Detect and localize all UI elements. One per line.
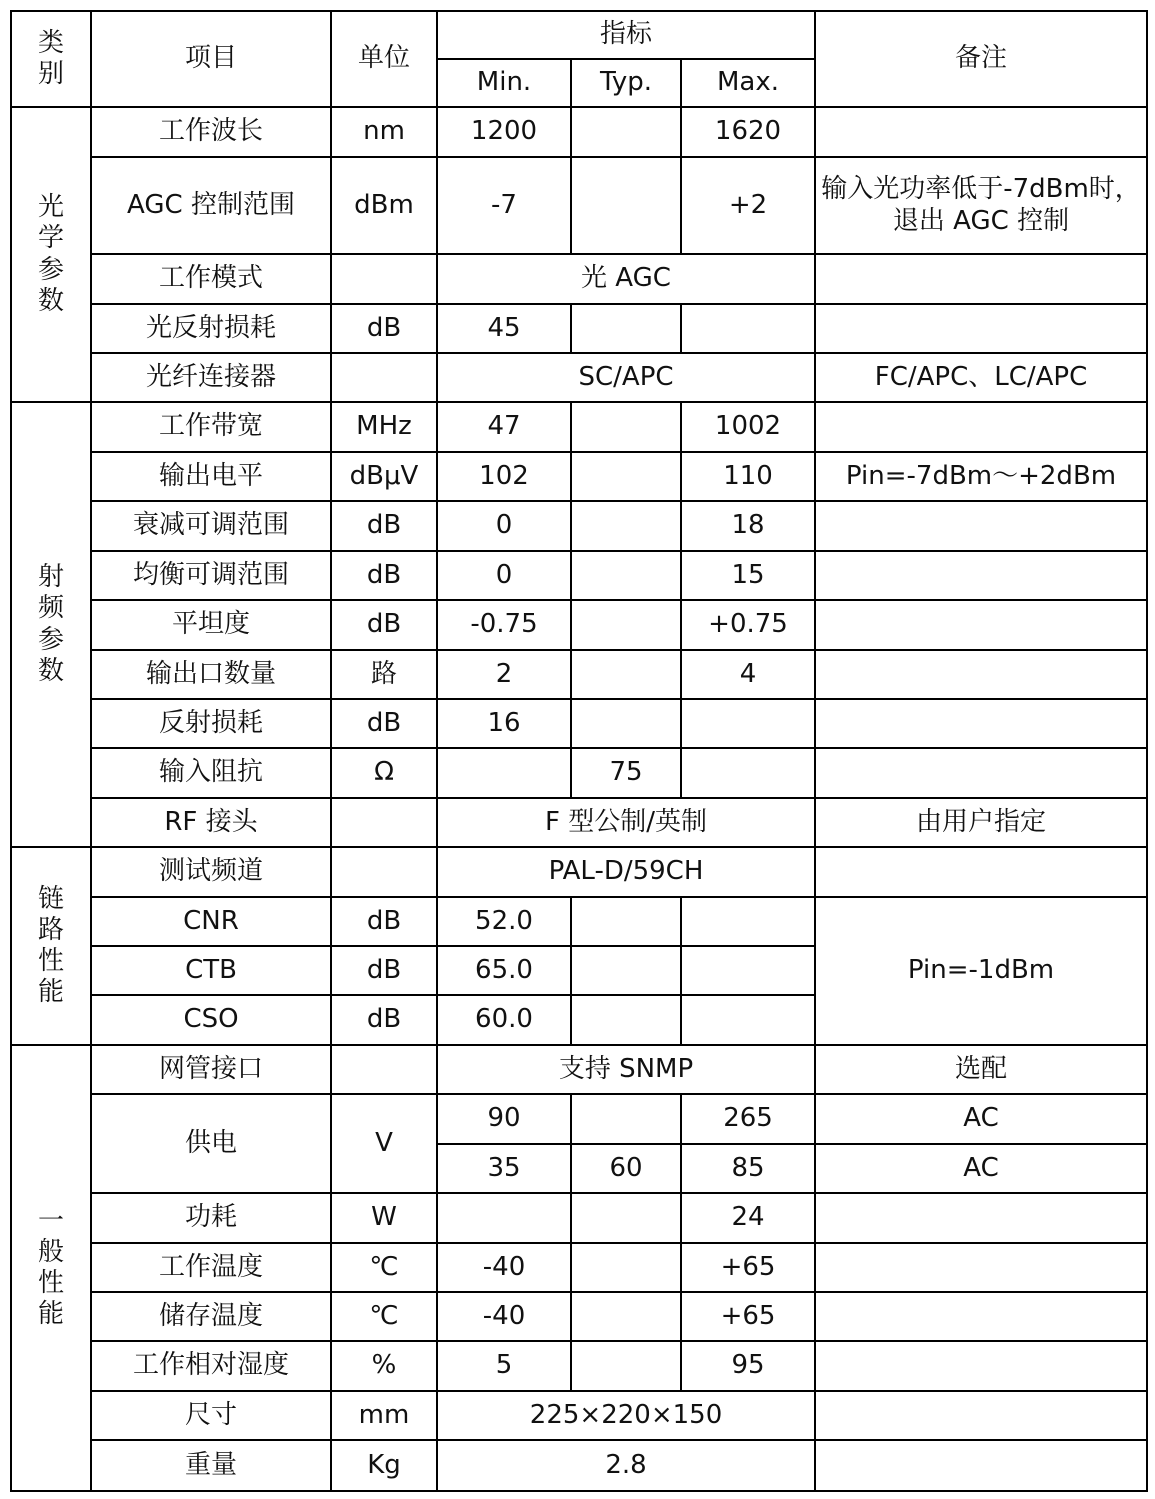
item-cell: 重量: [91, 1440, 331, 1491]
min-cell: 52.0: [437, 897, 571, 946]
note-cell: [815, 1391, 1147, 1440]
typ-cell: [571, 157, 681, 254]
unit-cell: dB: [331, 946, 437, 995]
table-row: [11, 1045, 1147, 1094]
value-cell: 2.8: [437, 1440, 815, 1491]
min-cell: 1200: [437, 107, 571, 157]
min-cell: 60.0: [437, 995, 571, 1045]
table-row: [11, 254, 1147, 304]
min-cell: 16: [437, 699, 571, 748]
max-cell: 265: [681, 1094, 815, 1144]
item-cell: 光反射损耗: [91, 304, 331, 353]
note-cell: 由用户指定: [815, 798, 1147, 847]
item-cell: 工作带宽: [91, 402, 331, 452]
header-min: Min.: [437, 59, 571, 107]
unit-cell: dB: [331, 501, 437, 551]
max-cell: +0.75: [681, 600, 815, 650]
unit-cell: nm: [331, 107, 437, 157]
table-row: [11, 897, 1147, 946]
table-row: [11, 501, 1147, 551]
min-cell: -40: [437, 1292, 571, 1341]
typ-cell: [571, 1193, 681, 1243]
table-row: [11, 402, 1147, 452]
unit-cell: dB: [331, 304, 437, 353]
note-cell: [815, 254, 1147, 304]
min-cell: 45: [437, 304, 571, 353]
item-cell: 网管接口: [91, 1045, 331, 1094]
note-cell: [815, 402, 1147, 452]
item-cell: 工作波长: [91, 107, 331, 157]
note-cell: 选配: [815, 1045, 1147, 1094]
max-cell: 15: [681, 551, 815, 600]
typ-cell: [571, 650, 681, 699]
value-cell: SC/APC: [437, 353, 815, 402]
max-cell: +2: [681, 157, 815, 254]
item-cell: 输入阻抗: [91, 748, 331, 798]
unit-cell: Ω: [331, 748, 437, 798]
max-cell: 1002: [681, 402, 815, 452]
value-cell: PAL-D/59CH: [437, 847, 815, 897]
unit-cell: dB: [331, 699, 437, 748]
header-row: [11, 11, 1147, 59]
typ-cell: [571, 551, 681, 600]
typ-cell: [571, 1292, 681, 1341]
item-cell: CNR: [91, 897, 331, 946]
note-cell: [815, 304, 1147, 353]
note-cell: [815, 501, 1147, 551]
min-cell: -0.75: [437, 600, 571, 650]
min-cell: 0: [437, 501, 571, 551]
header-item: 项目: [91, 11, 331, 107]
note-cell: [815, 107, 1147, 157]
min-cell: 102: [437, 452, 571, 501]
header-typ: Typ.: [571, 59, 681, 107]
unit-cell: [331, 254, 437, 304]
item-cell: 功耗: [91, 1193, 331, 1243]
unit-cell: W: [331, 1193, 437, 1243]
table-row: [11, 1391, 1147, 1440]
typ-cell: 75: [571, 748, 681, 798]
min-cell: 47: [437, 402, 571, 452]
max-cell: +65: [681, 1243, 815, 1292]
unit-cell: dB: [331, 897, 437, 946]
item-cell: 工作模式: [91, 254, 331, 304]
item-cell: 储存温度: [91, 1292, 331, 1341]
table-row: [11, 847, 1147, 897]
unit-cell: [331, 798, 437, 847]
note-cell: FC/APC、LC/APC: [815, 353, 1147, 402]
note-cell: [815, 1440, 1147, 1491]
min-cell: 35: [437, 1144, 571, 1193]
max-cell: 4: [681, 650, 815, 699]
unit-cell: dBm: [331, 157, 437, 254]
note-cell: [815, 650, 1147, 699]
table-row: [11, 748, 1147, 798]
min-cell: 65.0: [437, 946, 571, 995]
unit-cell: 路: [331, 650, 437, 699]
table-row: [11, 650, 1147, 699]
typ-cell: [571, 304, 681, 353]
table-row: [11, 304, 1147, 353]
typ-cell: [571, 1243, 681, 1292]
table-row: [11, 1341, 1147, 1391]
table-row: [11, 798, 1147, 847]
unit-cell: [331, 353, 437, 402]
item-cell: 均衡可调范围: [91, 551, 331, 600]
item-cell: 尺寸: [91, 1391, 331, 1440]
max-cell: +65: [681, 1292, 815, 1341]
note-cell: [815, 1243, 1147, 1292]
note-cell: 输入光功率低于-7dBm时，退出 AGC 控制: [815, 157, 1147, 254]
item-cell: 工作相对湿度: [91, 1341, 331, 1391]
max-cell: 110: [681, 452, 815, 501]
header-unit: 单位: [331, 11, 437, 107]
table-row: [11, 107, 1147, 157]
unit-cell: mm: [331, 1391, 437, 1440]
note-cell: [815, 1341, 1147, 1391]
min-cell: -40: [437, 1243, 571, 1292]
max-cell: 95: [681, 1341, 815, 1391]
unit-cell: dBμV: [331, 452, 437, 501]
unit-cell: %: [331, 1341, 437, 1391]
note-cell: [815, 748, 1147, 798]
value-cell: F 型公制/英制: [437, 798, 815, 847]
table-row: [11, 1243, 1147, 1292]
header-max: Max.: [681, 59, 815, 107]
unit-cell: Kg: [331, 1440, 437, 1491]
category-general: 一般性能: [11, 1045, 91, 1491]
table-row: [11, 452, 1147, 501]
value-cell: 光 AGC: [437, 254, 815, 304]
typ-cell: [571, 699, 681, 748]
item-cell: 衰减可调范围: [91, 501, 331, 551]
item-cell: AGC 控制范围: [91, 157, 331, 254]
min-cell: 90: [437, 1094, 571, 1144]
max-cell: 24: [681, 1193, 815, 1243]
note-cell: [815, 1292, 1147, 1341]
category-optical: 光学参数: [11, 107, 91, 402]
item-cell: 工作温度: [91, 1243, 331, 1292]
max-cell: [681, 946, 815, 995]
max-cell: [681, 897, 815, 946]
note-cell: AC: [815, 1144, 1147, 1193]
min-cell: 5: [437, 1341, 571, 1391]
max-cell: 85: [681, 1144, 815, 1193]
max-cell: [681, 304, 815, 353]
header-note: 备注: [815, 11, 1147, 107]
note-cell: [815, 699, 1147, 748]
min-cell: -7: [437, 157, 571, 254]
table-row: [11, 600, 1147, 650]
item-cell: 测试频道: [91, 847, 331, 897]
unit-cell: [331, 847, 437, 897]
table-row: [11, 353, 1147, 402]
typ-cell: [571, 946, 681, 995]
header-category: 类别: [11, 11, 91, 107]
max-cell: 18: [681, 501, 815, 551]
typ-cell: [571, 501, 681, 551]
min-cell: 2: [437, 650, 571, 699]
typ-cell: [571, 1094, 681, 1144]
typ-cell: [571, 995, 681, 1045]
max-cell: 1620: [681, 107, 815, 157]
unit-cell: dB: [331, 600, 437, 650]
item-cell: 供电: [91, 1094, 331, 1193]
max-cell: [681, 748, 815, 798]
max-cell: [681, 699, 815, 748]
min-cell: [437, 748, 571, 798]
table-row: [11, 157, 1147, 254]
item-cell: RF 接头: [91, 798, 331, 847]
note-cell: Pin=-7dBm～+2dBm: [815, 452, 1147, 501]
note-cell: [815, 847, 1147, 897]
unit-cell: [331, 1045, 437, 1094]
typ-cell: [571, 1341, 681, 1391]
item-cell: 输出口数量: [91, 650, 331, 699]
note-cell: [815, 1193, 1147, 1243]
item-cell: 平坦度: [91, 600, 331, 650]
note-cell: AC: [815, 1094, 1147, 1144]
item-cell: 光纤连接器: [91, 353, 331, 402]
table-row: [11, 1094, 1147, 1144]
unit-cell: dB: [331, 551, 437, 600]
typ-cell: 60: [571, 1144, 681, 1193]
note-cell: [815, 600, 1147, 650]
item-cell: CSO: [91, 995, 331, 1045]
table-row: [11, 1440, 1147, 1491]
table-row: [11, 699, 1147, 748]
table-row: [11, 551, 1147, 600]
category-link: 链路性能: [11, 847, 91, 1045]
typ-cell: [571, 452, 681, 501]
max-cell: [681, 995, 815, 1045]
unit-cell: ℃: [331, 1292, 437, 1341]
category-rf: 射频参数: [11, 402, 91, 847]
unit-cell: dB: [331, 995, 437, 1045]
typ-cell: [571, 107, 681, 157]
spec-table: [10, 10, 1148, 1492]
unit-cell: V: [331, 1094, 437, 1193]
header-indicator: 指标: [437, 11, 815, 59]
item-cell: 反射损耗: [91, 699, 331, 748]
typ-cell: [571, 402, 681, 452]
unit-cell: ℃: [331, 1243, 437, 1292]
item-cell: 输出电平: [91, 452, 331, 501]
typ-cell: [571, 600, 681, 650]
item-cell: CTB: [91, 946, 331, 995]
table-row: [11, 1193, 1147, 1243]
min-cell: 0: [437, 551, 571, 600]
note-cell: [815, 551, 1147, 600]
typ-cell: [571, 897, 681, 946]
value-cell: 支持 SNMP: [437, 1045, 815, 1094]
unit-cell: MHz: [331, 402, 437, 452]
min-cell: [437, 1193, 571, 1243]
link-note-cell: Pin=-1dBm: [815, 897, 1147, 1045]
table-row: [11, 1292, 1147, 1341]
value-cell: 225×220×150: [437, 1391, 815, 1440]
